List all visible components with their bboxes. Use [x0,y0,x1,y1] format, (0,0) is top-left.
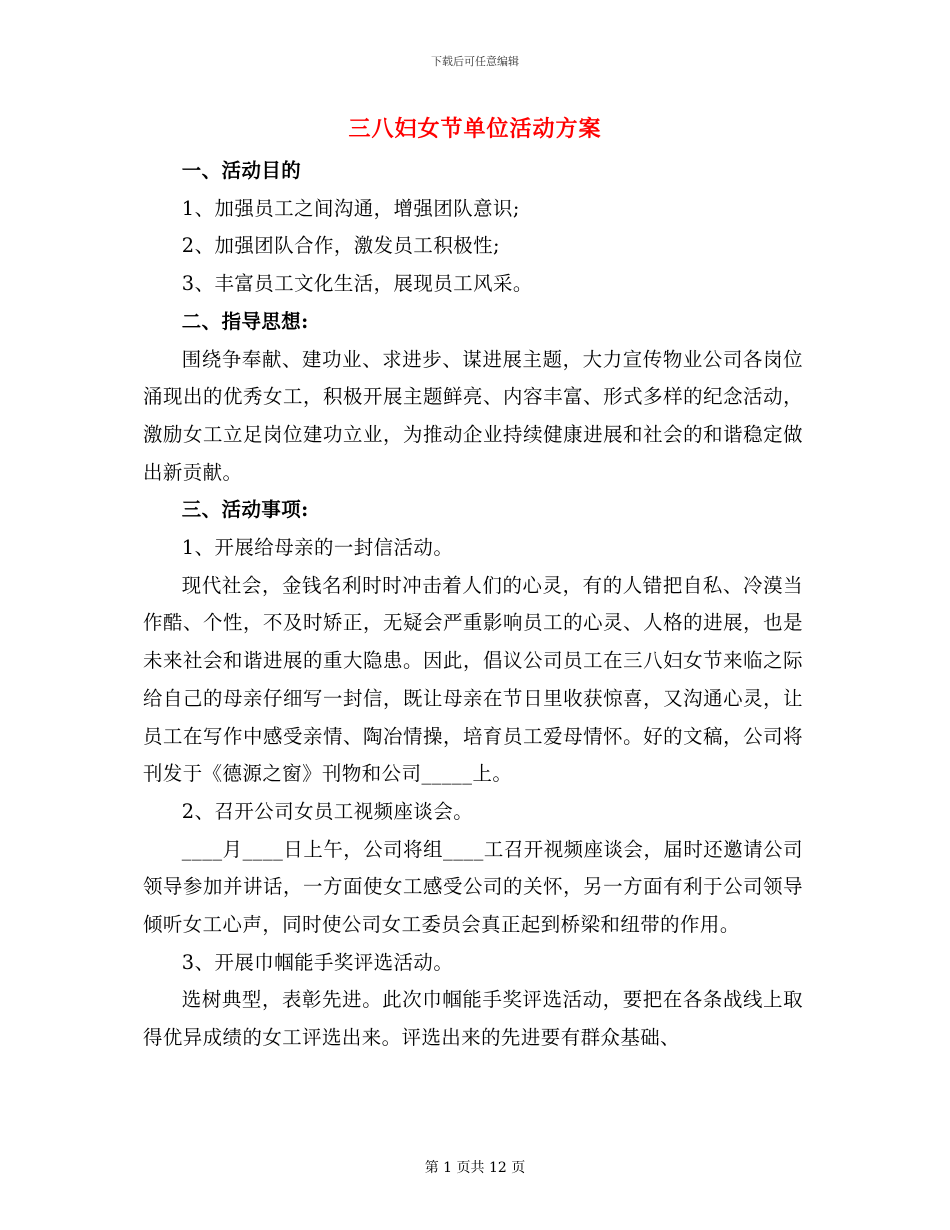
body-paragraph: 现代社会，金钱名利时时冲击着人们的心灵，有的人错把自私、冷漠当作酷、个性，不及时矫正，无疑会严重影响员工的心灵、人格的进展，也是未来社会和谐进展的重大隐患。因此，倡议公司员工在三八妇女节来临之际给自己的母亲仔细写一封信，既让母亲在节日里收获惊喜，又沟通心灵，让员工在写作中感受亲情、陶冶情操，培育员工爱母情怀。好的文稿，公司将刊发于《德源之窗》刊物和公司_____上。 [143,573,803,786]
section-heading: 一、活动目的 [181,159,302,182]
list-item: 1、加强员工之间沟通，增强团队意识; [181,196,520,220]
section-heading: 三、活动事项: [181,498,309,522]
document-body [143,152,803,1057]
page-header: 下载后可任意编辑 [431,55,519,68]
body-paragraph: 选树典型，表彰先进。此次巾帼能手奖评选活动，要把在各条战线上取得优异成绩的女工评选出来。评选出来的先进要有群众基础、 [143,988,803,1050]
list-item: 3、开展巾帼能手奖评选活动。 [181,950,454,974]
list-item: 2、加强团队合作，激发员工积极性; [181,234,501,258]
list-item: 1、开展给母亲的一封信活动。 [181,536,454,560]
list-item: 2、召开公司女员工视频座谈会。 [181,799,474,823]
page-footer: 第 1 页共 12 页 [424,1160,526,1176]
section-heading: 二、指导思想: [181,309,309,333]
document-title: 三八妇女节单位活动方案 [348,116,602,142]
body-paragraph: 围绕争奉献、建功业、求进步、谋进展主题，大力宣传物业公司各岗位涌现出的优秀女工，积极开展主题鲜亮、内容丰富、形式多样的纪念活动，激励女工立足岗位建功立业，为推动企业持续健康进展和社会的和谐稳定做出新贡献。 [143,347,803,484]
body-paragraph: ____月____日上午，公司将组____工召开视频座谈会，届时还邀请公司领导参加并讲话，一方面使女工感受公司的关怀，另一方面有利于公司领导倾听女工心声，同时使公司女工委员会真正起到桥梁和纽带的作用。 [143,837,803,937]
list-item: 3、丰富员工文化生活，展现员工风采。 [181,272,533,296]
